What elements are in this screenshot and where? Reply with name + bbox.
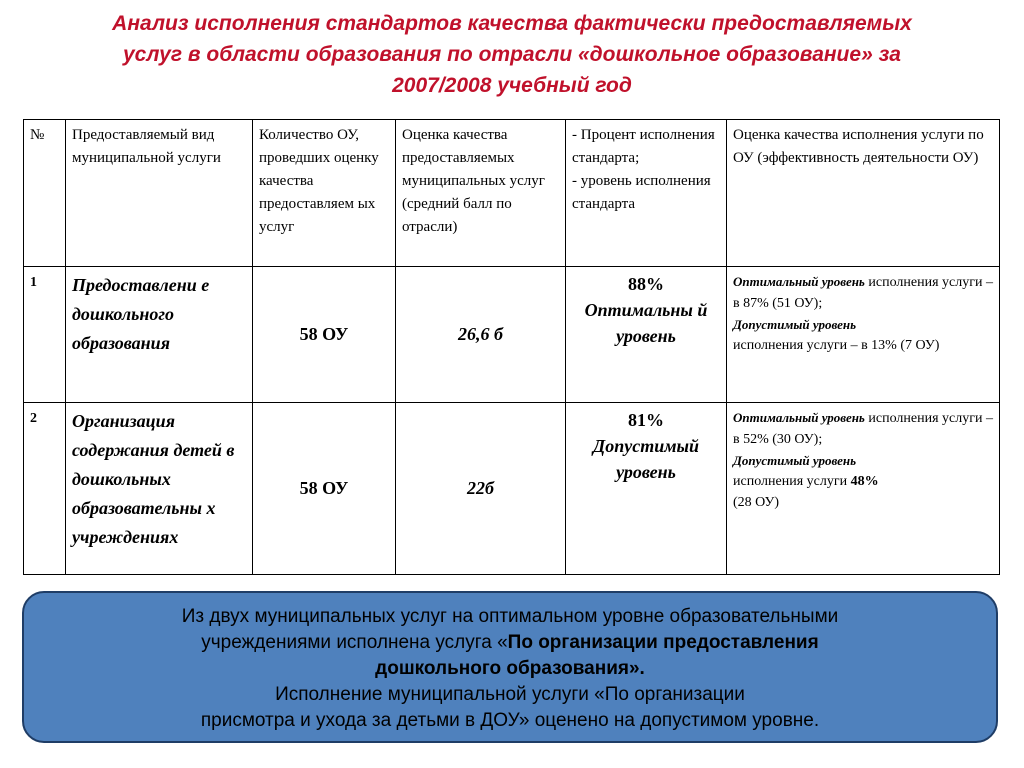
note-line-5: присмотра и ухода за детьми в ДОУ» оценено на допустимом уровне. <box>200 710 820 731</box>
header-score: Оценка качества предоставляемых муниципальных услуг (средний балл по отрасли) <box>396 120 566 267</box>
row-effect-optimal-text: исполнения услуги – в 52% (30 ОУ); <box>733 411 993 447</box>
row-percent-level: Оптимальны й уровень <box>584 300 708 346</box>
note-line-3-bold: дошкольного образования». <box>375 658 645 679</box>
note-line-2 <box>64 630 956 656</box>
quality-table <box>23 119 1000 575</box>
row-effect-acceptable-text: исполнения услуги – в 13% (7 ОУ) <box>733 338 940 353</box>
row-num: 2 <box>24 403 66 575</box>
row-effect-acceptable-label: Допустимый уровень <box>733 453 857 468</box>
title-line-1: Анализ исполнения стандартов качества фактически предоставляемых <box>112 12 912 35</box>
row-percent-value: 88% <box>628 274 664 294</box>
row-effect <box>727 403 1000 575</box>
slide-title <box>40 8 984 101</box>
header-percent-line-1: - Процент исполнения стандарта; <box>572 127 715 166</box>
title-line-2: услуг в области образования по отрасли «дошкольное образование» за <box>123 43 901 66</box>
row-effect-acceptable-tail: (28 ОУ) <box>733 495 780 510</box>
header-service: Предоставляемый вид муниципальной услуги <box>66 120 253 267</box>
row-percent-value: 81% <box>628 410 664 430</box>
row-effect-acceptable-percent: 48% <box>850 474 879 489</box>
table-row <box>24 267 1000 403</box>
row-count: 58 ОУ <box>253 403 396 575</box>
row-effect-optimal-label: Оптимальный уровень <box>733 274 865 289</box>
row-count: 58 ОУ <box>253 267 396 403</box>
header-count: Количество ОУ, проведших оценку качества предоставляем ых услуг <box>253 120 396 267</box>
row-service: Организация содержания детей в дошкольных образовательны х учреждениях <box>66 403 253 575</box>
header-effect: Оценка качества исполнения услуги по ОУ (эффективность деятельности ОУ) <box>727 120 1000 267</box>
row-percent <box>566 403 727 575</box>
note-line-1: Из двух муниципальных услуг на оптимальном уровне образовательными <box>181 606 839 627</box>
header-num: № <box>24 120 66 267</box>
row-effect <box>727 267 1000 403</box>
note-line-2-bold: По организации предоставления <box>507 632 819 653</box>
row-percent-level: Допустимый уровень <box>592 436 700 482</box>
title-line-3: 2007/2008 учебный год <box>392 74 632 97</box>
conclusion-callout <box>22 591 998 743</box>
row-effect-acceptable-label: Допустимый уровень <box>733 317 857 332</box>
row-effect-optimal-text: исполнения услуги – в 87% (51 ОУ); <box>733 275 993 311</box>
note-line-3 <box>64 656 956 682</box>
header-percent-line-2: - уровень исполнения стандарта <box>572 173 711 212</box>
note-line-4: Исполнение муниципальной услуги «По организации <box>275 684 745 705</box>
row-num: 1 <box>24 267 66 403</box>
row-score: 22б <box>396 403 566 575</box>
row-effect-optimal-label: Оптимальный уровень <box>733 410 865 425</box>
row-effect-acceptable-text: исполнения услуги <box>733 474 848 489</box>
row-service: Предоставлени е дошкольного образования <box>66 267 253 403</box>
note-line-2-plain: учреждениями исполнена услуга « <box>201 632 508 653</box>
table-header-row <box>24 120 1000 267</box>
table-row <box>24 403 1000 575</box>
header-percent <box>566 120 727 267</box>
row-score: 26,6 б <box>396 267 566 403</box>
row-percent <box>566 267 727 403</box>
